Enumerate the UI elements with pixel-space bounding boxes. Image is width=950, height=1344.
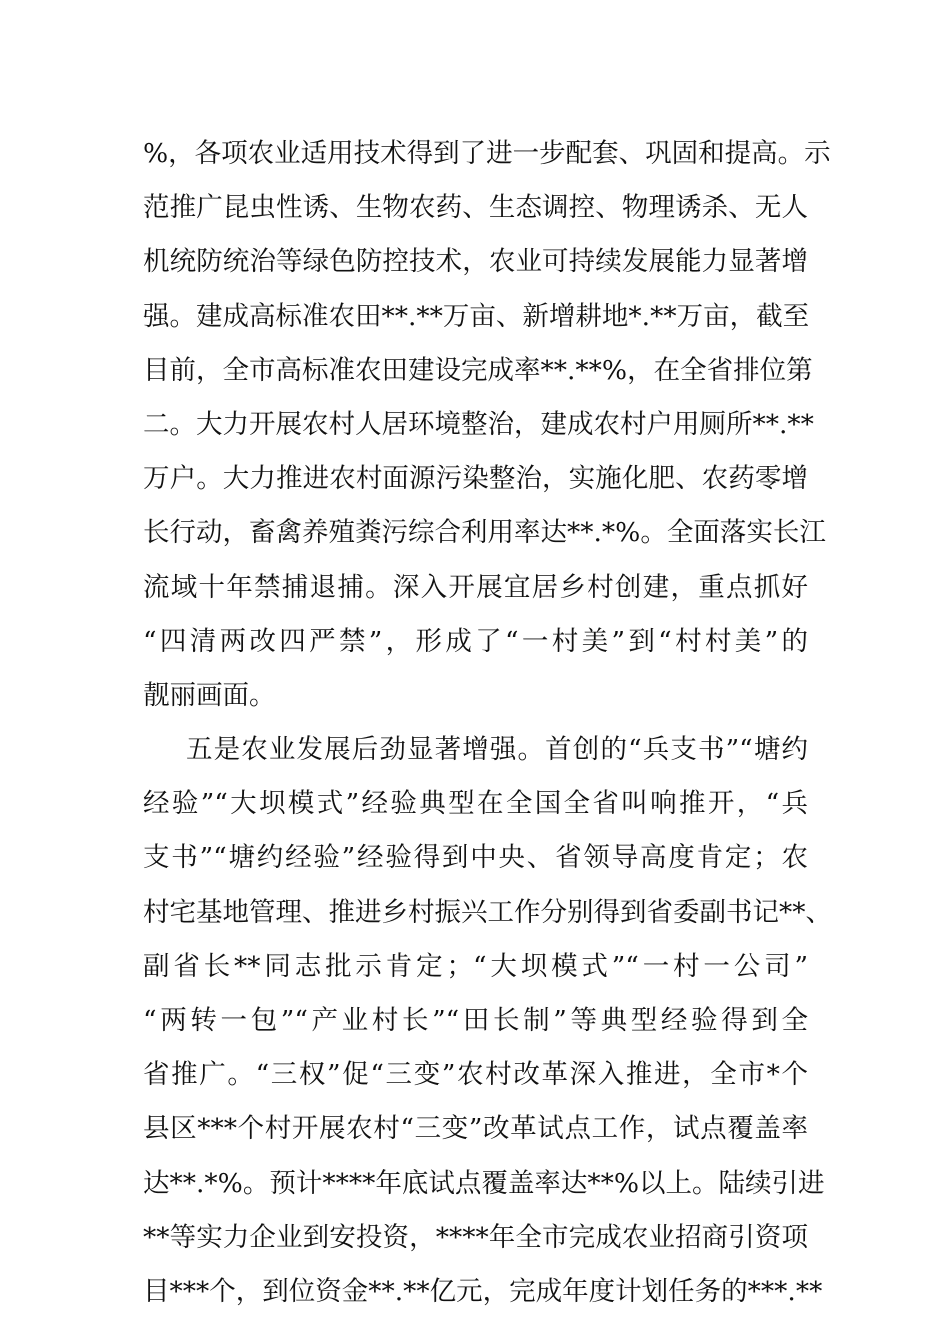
- text-line: **等实力企业到安投资，****年全市完成农业招商引资项: [143, 1221, 808, 1253]
- text-line: 二。大力开展农村人居环境整治，建成农村户用厕所**.**: [143, 408, 814, 440]
- text-line: 目***个，到位资金**.**亿元，完成年度计划任务的***.**: [143, 1275, 823, 1307]
- text-line: 经验”“大坝模式”经验典型在全国全省叫响推开，“兵: [143, 788, 808, 820]
- text-line: %，各项农业适用技术得到了进一步配套、巩固和提高。示: [143, 138, 831, 169]
- text-line: 靓丽画面。: [143, 679, 276, 711]
- text-line: 流域十年禁捕退捕。深入开展宜居乡村创建，重点抓好: [143, 571, 808, 603]
- body-text: [143, 127, 832, 1319]
- text-line: 强。建成高标准农田**.**万亩、新增耕地*.**万亩，截至: [143, 300, 810, 332]
- text-line: 长行动，畜禽养殖粪污综合利用率达**.*%。全面落实长江: [143, 517, 826, 549]
- text-line: 达**.*%。预计****年底试点覆盖率达**%以上。陆续引进: [143, 1167, 825, 1199]
- text-line: 县区***个村开展农村“三变”改革试点工作，试点覆盖率: [143, 1113, 808, 1145]
- text-line: 村宅基地管理、推进乡村振兴工作分别得到省委副书记**、: [143, 896, 832, 928]
- text-line: 五是农业发展后劲显著增强。首创的“兵支书”“塘约: [186, 734, 808, 766]
- text-line: “四清两改四严禁”，形成了“一村美”到“村村美”的: [143, 625, 808, 657]
- text-line: 万户。大力推进农村面源污染整治，实施化肥、农药零增: [143, 463, 808, 495]
- paragraph-2: [143, 723, 832, 1319]
- text-line: 机统防统治等绿色防控技术，农业可持续发展能力显著增: [143, 246, 808, 278]
- text-line: 目前，全市高标准农田建设完成率**.**%，在全省排位第: [143, 354, 813, 386]
- text-line: 范推广昆虫性诱、生物农药、生态调控、物理诱杀、无人: [143, 192, 808, 224]
- text-line: 支书”“塘约经验”经验得到中央、省领导高度肯定；农: [143, 842, 808, 874]
- paragraph-1: [143, 127, 831, 723]
- text-line: “两转一包”“产业村长”“田长制”等典型经验得到全: [143, 1005, 808, 1036]
- text-line: 副省长**同志批示肯定；“大坝模式”“一村一公司”: [143, 950, 808, 982]
- text-line: 省推广。“三权”促“三变”农村改革深入推进，全市*个: [143, 1059, 808, 1091]
